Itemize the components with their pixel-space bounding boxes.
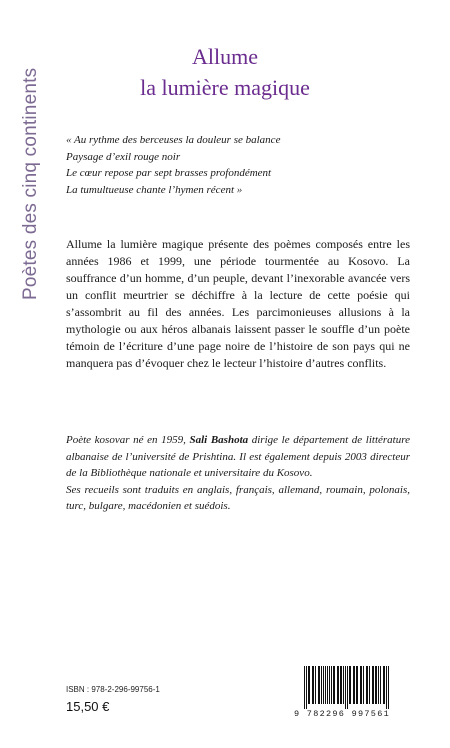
- bio-intro: Poète kosovar né en 1959,: [66, 434, 190, 446]
- series-name: Poètes des cinq continents: [20, 67, 41, 300]
- book-title-line-1: Allume: [192, 44, 258, 69]
- isbn: ISBN : 978-2-296-99756-1: [66, 685, 160, 694]
- barcode: [294, 666, 412, 720]
- author-bio-paragraph: [66, 432, 410, 482]
- barcode-bars: [294, 666, 412, 710]
- bio-details: dirige le département de littérature albanaise de l’université de Prishtina. Il est également depuis 2003 directeur de la Bibliothèque nationale et universitaire du Kosovo.: [66, 434, 410, 479]
- translations-note: Ses recueils sont traduits en anglais, français, allemand, roumain, polonais, turc, bulgare, macédonien et suédois.: [66, 483, 410, 512]
- barcode-digits: 9 782296 997561: [294, 709, 391, 719]
- poem-excerpt: [66, 132, 406, 198]
- book-description: Allume la lumière magique présente des poèmes composés entre les années 1986 et 1999, une période tourmentée au Kosovo. La souffrance d’un homme, d’un peuple, devant l’inexorable avancée vers un conflit meurtrier se déchiffre à la lecture de cette poésie qui s’assombrit au fil des années. Les parcimonieuses allusions à la mythologie ou aux héros albanais laissent passer le souffle d’un poète témoin de l’écriture d’une page noire de l’histoire de son pays qui ne manquera pas d’évoquer chez le lecteur l’histoire d’autres conflits.: [66, 237, 410, 370]
- author-bio: [66, 432, 410, 515]
- poem-line: Paysage d’exil rouge noir: [66, 150, 181, 163]
- price: 15,50 €: [66, 699, 110, 714]
- poem-line: La tumultueuse chante l’hymen récent »: [66, 183, 243, 196]
- author-name: Sali Bashota: [189, 434, 249, 446]
- poem-line: « Au rythme des berceuses la douleur se balance: [66, 134, 281, 146]
- poem-line: Le cœur repose par sept brasses profondément: [66, 167, 272, 179]
- book-title-line-2: la lumière magique: [140, 75, 310, 100]
